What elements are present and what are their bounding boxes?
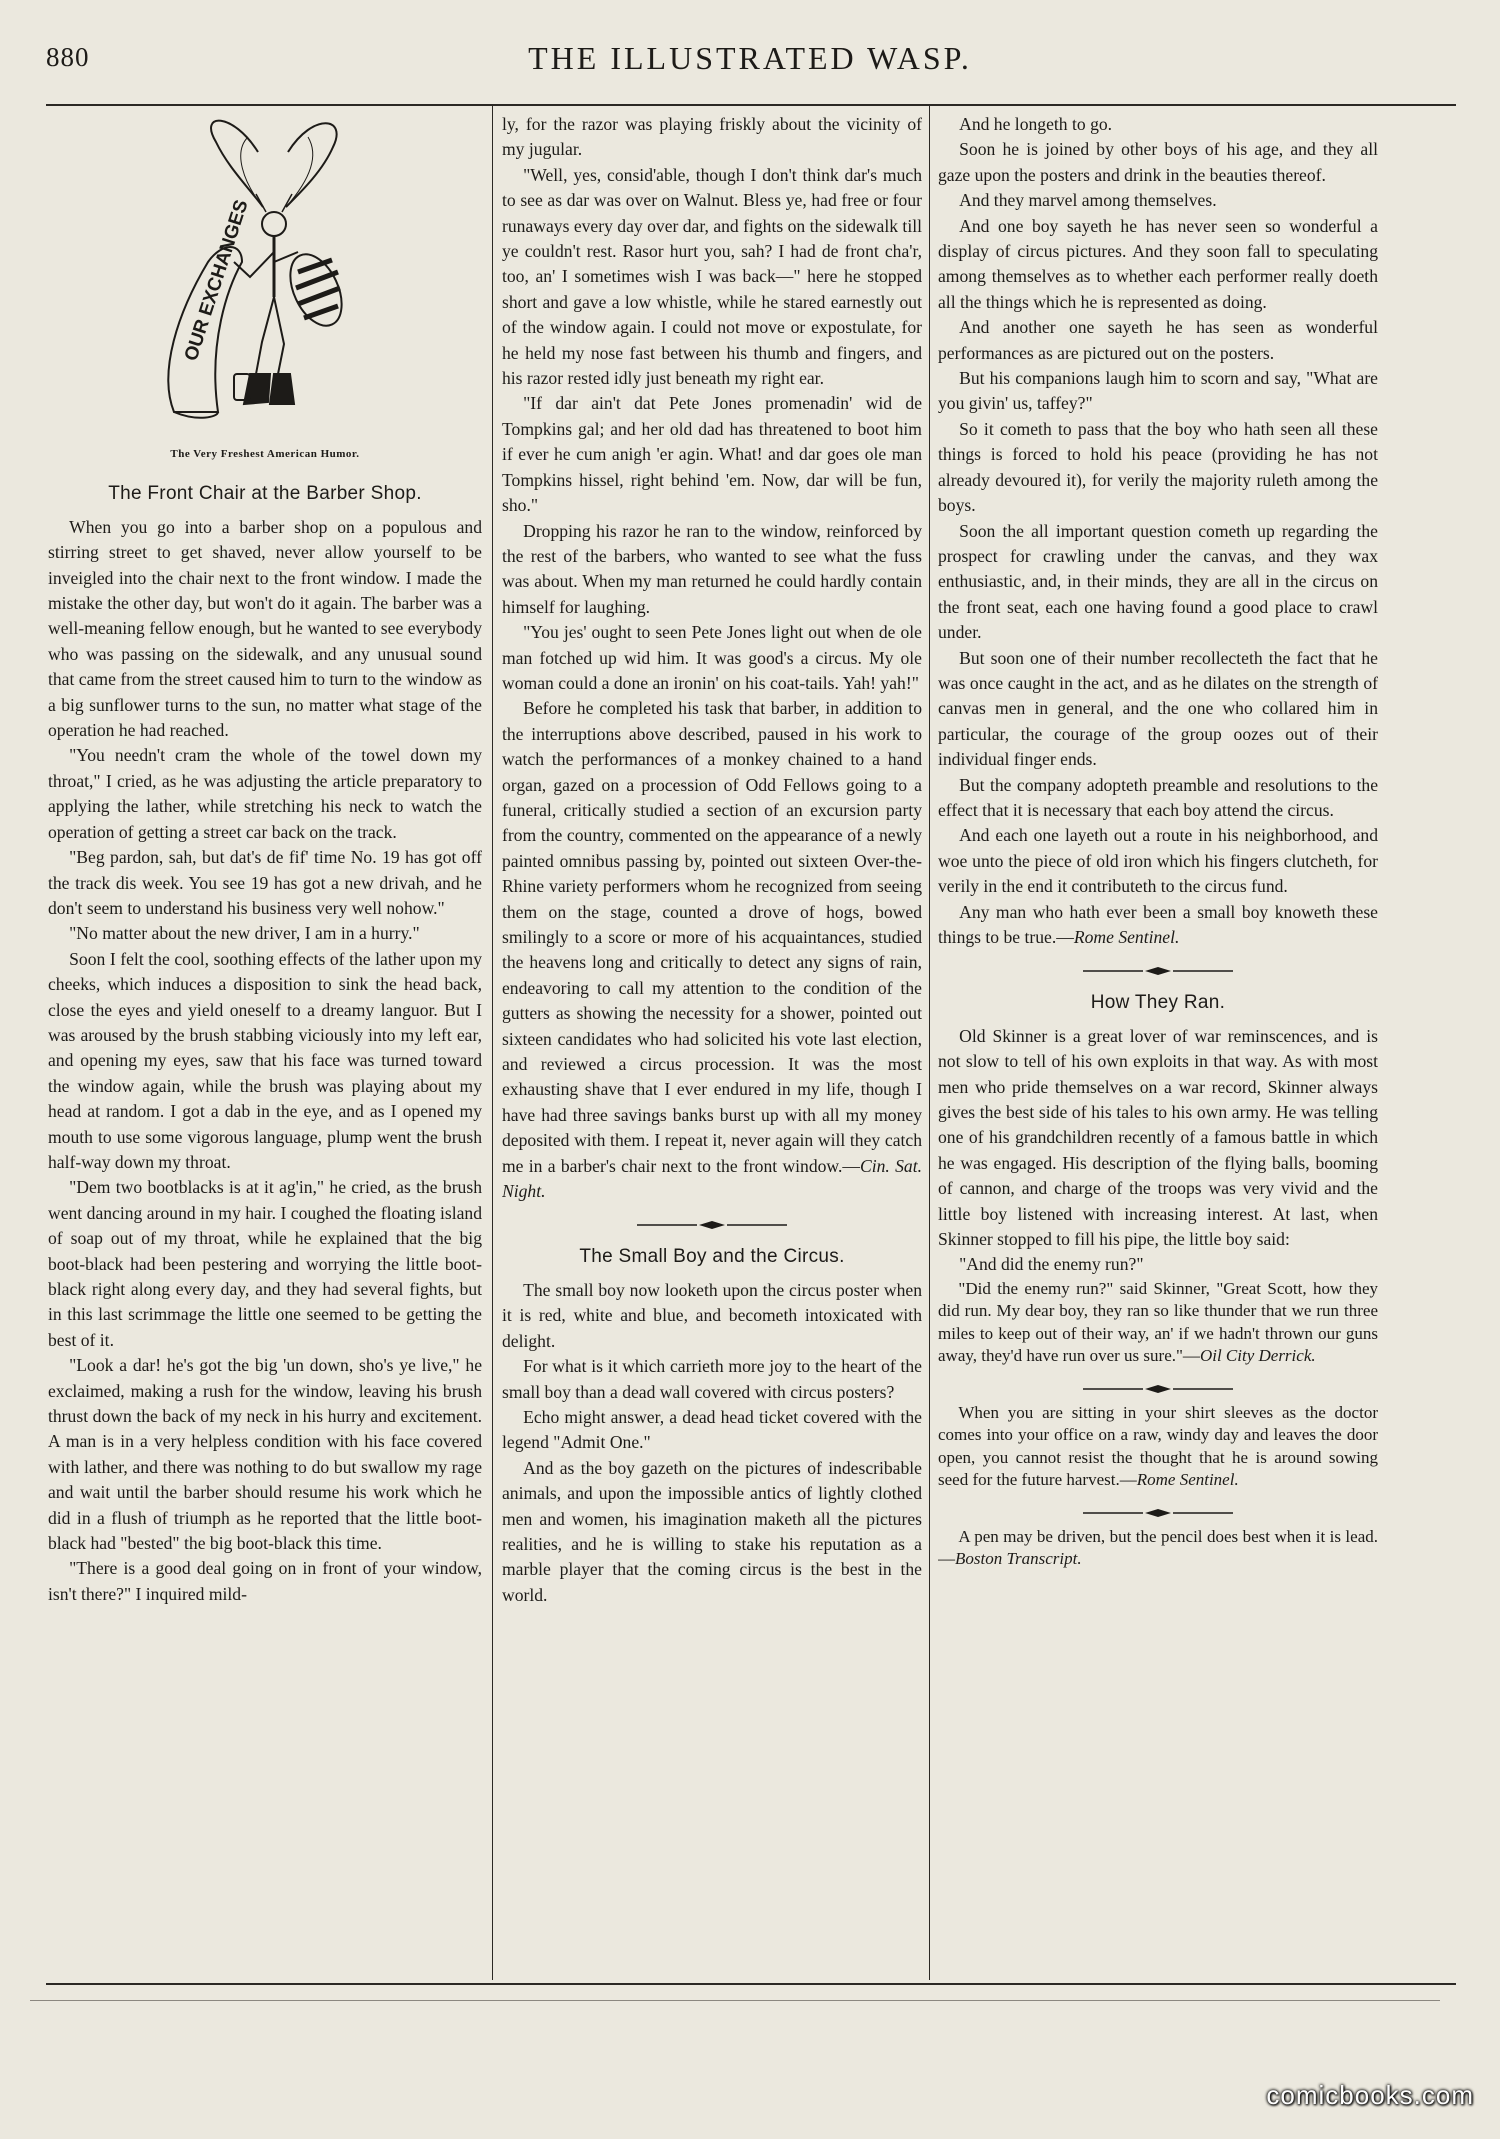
paragraph: Old Skinner is a great lover of war reminscences, and is not slow to tell of his own exploits in that way. As with most men who pride themselves on a war record, Skinner always gives the best side of his tales to his own army. He was telling one of his grandchildren recently of a famous battle in which he was engaged. His description of the flying balls, booming of cannon, and charge of the troops was very vivid and the little boy listened with increasing interest. At last, when Skinner stopped to fill his pipe, the little boy said:: [938, 1025, 1378, 1250]
paragraph: "No matter about the new driver, I am in a hurry.": [69, 923, 420, 944]
paragraph: Soon I felt the cool, soothing effects of the lather upon my cheeks, which induces a disposition to sink the head back, close the eyes and yield oneself to a dreamy languor. But I was aroused by the brush stabbing viciously into my left ear, and opening my eyes, saw that his face was turned toward the window again, while the brush was playing about my head at random. I got a dab in the eye, and as I opened my mouth to use some vigorous language, plump went the brush half-way down my throat.: [48, 948, 482, 1172]
footer-rule: [46, 1983, 1456, 1985]
paragraph: The small boy now looketh upon the circus poster when it is red, white and blue, and becometh intoxicated with delight.: [502, 1279, 922, 1351]
paragraph: "If dar ain't dat Pete Jones promenadin' wid de Tompkins gal; and her old dad has threatened to boot him if ever he cum anigh 'er agin. What! and dar goes ole man Tompkins hissel, right behind 'em. Now, dar will be fun, sho.": [502, 393, 922, 516]
paragraph: [502, 696, 922, 1204]
article-heading: How They Ran.: [1090, 992, 1226, 1014]
paragraph: "Look a dar! he's got the big 'un down, sho's ye live," he exclaimed, making a rush for the window, leaving his brush thrust down the back of my neck in his hurry and excitement. A man is in a very helpless condition with his face covered with lather, and there was nothing to do but swallow my rage and wait until the barber should resume his work which he did in a flush of triumph as he reported that the little boot-black had "bested" the big boot-black this time.: [48, 1355, 482, 1554]
source-credit: Oil City Derrick.: [1199, 1346, 1316, 1366]
paragraph: But the company adopteth preamble and resolutions to the effect that it is necessary that each boy attend the circus.: [938, 774, 1378, 820]
paragraph: [938, 1278, 1378, 1368]
wasp-icon: [138, 112, 398, 430]
ornament-divider: [1083, 966, 1233, 976]
source-credit: Cin. Sat. Night.: [502, 1155, 922, 1202]
paragraph: [938, 900, 1378, 951]
column-rule: [929, 106, 930, 1980]
paragraph: [938, 1526, 1378, 1571]
header-rule: [46, 104, 1456, 106]
watermark: comicbooks.com: [1266, 2080, 1474, 2110]
ornament-divider: [637, 1220, 787, 1230]
paragraph: "Beg pardon, sah, but dat's de fif' time No. 19 has got off the track dis week. You see 19 has got a new drivah, and he don't seem to understand his business very well nohow.": [48, 847, 482, 918]
paragraph: ly, for the razor was playing friskly about the vicinity of my jugular.: [502, 114, 922, 160]
column-1: [48, 112, 482, 1974]
column-2: [502, 112, 922, 1974]
source-credit: Boston Transcript.: [955, 1549, 1082, 1569]
paragraph: And each one layeth out a route in his neighborhood, and woe unto the piece of old iron which his fingers clutcheth, for verily in the end it contributeth to the circus fund.: [938, 825, 1378, 897]
paragraph: And he longeth to go.: [959, 114, 1113, 134]
column-rule: [492, 106, 493, 1980]
paragraph: "Well, yes, consid'able, though I don't think dar's much to see as dar was over on Walnut. Bless ye, had free or four runaways every day over dar, and fights on the sidewalk till ye couldn't rest. Rasor hurt you, sah? I had de front cha'r, too, an' I sometimes wish I was back—" here he stopped short and gave a low whistle, while he stared earnestly out of the window again. I could not move or expostulate, for he held my nose fast between his thumb and fingers, and his razor rested idly just beneath my right ear.: [502, 164, 922, 389]
paragraph-text: When you are sitting in your shirt sleeves as the doctor comes into your office on a raw, windy day and leaves the door open, you cannot resist the thought that he is around sowing seed for the future harvest.—: [938, 1402, 1378, 1490]
paragraph: "And did the enemy run?": [959, 1254, 1144, 1275]
paragraph: "You needn't cram the whole of the towel down my throat," I cried, as he was adjusting the article preparatory to applying the lather, while stretching his neck to watch the operation of getting a street car back on the track.: [48, 745, 482, 842]
footer-rule-thin: [30, 2000, 1440, 2001]
source-credit: Rome Sentinel.: [1073, 927, 1180, 947]
paragraph: Soon the all important question cometh up regarding the prospect for crawling under the canvas, and they wax enthusiastic, and, in their minds, they are all in the circus on the front seat, each one having found a good place to crawl under.: [938, 520, 1378, 643]
paragraph: But soon one of their number recollecteth the fact that he was once caught in the act, and as he dilates on the strength of canvas men in general, and the one who collared him in particular, the courage of the group oozes out of their individual finger ends.: [938, 647, 1378, 770]
paragraph: "Dem two bootblacks is at it ag'in," he cried, as the brush went dancing around in my hair. I coughed the floating island of soap out of my throat, while he explained that the big boot-black had been pestering and worrying the little boot-black right along every day, and they had several fights, but in this last scrimmage the little one seemed to be getting the best of it.: [48, 1177, 482, 1350]
column-3: [938, 112, 1378, 1974]
paragraph-text: "Did the enemy run?" said Skinner, "Great Scott, how they did run. My dear boy, they ran so like thunder that we run three miles to keep out of their way, an' if we hadn't thrown our guns away, they'd have run over us sure."—: [938, 1278, 1378, 1366]
paragraph: Echo might answer, a dead head ticket covered with the legend "Admit One.": [502, 1406, 922, 1453]
paragraph: And as the boy gazeth on the pictures of indescribable animals, and upon the impossible antics of lightly clothed men and women, his imagination maketh all the pictures realities, and he is willing to stake his reputation as a marble player that the coming circus is the best in the world.: [502, 1457, 922, 1605]
paragraph: But his companions laugh him to scorn and say, "What are you givin' us, taffey?": [938, 368, 1378, 414]
page-title: THE ILLUSTRATED WASP.: [528, 40, 972, 76]
paragraph-text: A pen may be driven, but the pencil does best when it is lead.—: [938, 1526, 1378, 1569]
paragraph: "You jes' ought to seen Pete Jones light out when de ole man fotched up wid him. It was good's a circus. My ole woman could a done an ironin' on his coat-tails. Yah! yah!": [502, 622, 922, 693]
paragraph-text: Any man who hath ever been a small boy knoweth these things to be true.—: [938, 901, 1378, 947]
banner-text: OUR EXCHANGES: [180, 197, 253, 364]
page-number: 880: [46, 42, 90, 72]
illustration-caption: The Very Freshest American Humor.: [170, 448, 360, 460]
paragraph: And one boy sayeth he has never seen so wonderful a display of circus pictures. And they soon fall to speculating among themselves as to whether each performer really doeth all the things which he is represented as doing.: [938, 215, 1378, 312]
paragraph: And another one sayeth he has seen as wonderful performances as are pictured out on the posters.: [938, 317, 1378, 363]
paragraph: For what is it which carrieth more joy to the heart of the small boy than a dead wall covered with circus posters?: [502, 1356, 922, 1402]
article-heading: The Front Chair at the Barber Shop.: [108, 483, 422, 505]
article-heading: The Small Boy and the Circus.: [579, 1246, 845, 1268]
page-header: [0, 40, 1500, 90]
paragraph: And they marvel among themselves.: [959, 190, 1217, 211]
ornament-divider: [1083, 1508, 1233, 1518]
wasp-illustration: [48, 112, 482, 442]
paragraph: When you go into a barber shop on a populous and stirring street to get shaved, never allow yourself to be inveigled into the chair next to the front window. I made the mistake the other day, but won't do it again. The barber was a well-meaning fellow enough, but he wanted to see everybody who was passing on the sidewalk, and any unusual sound that came from the street caused him to turn to the window as a big sunflower turns to the sun, no matter what stage of the operation he had reached.: [48, 516, 482, 741]
paragraph: So it cometh to pass that the boy who hath seen all these things is forced to hold his peace (providing he has not already devoured it), for verily the majority ruleth among the boys.: [938, 418, 1378, 516]
source-credit: Rome Sentinel.: [1136, 1470, 1239, 1490]
paragraph-text: Before he completed his task that barber, in addition to the interruptions above described, paused in his work to watch the performances of a monkey chained to a hand organ, gazed on a procession of Odd Fellows going to a funeral, critically studied a section of an excursion party from the country, commented on the appearance of a newly painted omnibus passing by, pointed out sixteen Over-the-Rhine variety performers whom he recognized from seeing them on the stage, counted a drove of hogs, bowed smilingly to a score or more of his acquaintances, studied the heavens long and critically to detect any signs of rain, endeavoring to call my attention to the condition of the gutters as showing the necessity for a shower, pointed out sixteen candidates who had solicited his vote last election, and reviewed a circus procession. It was the most exhausting shave that I ever endured in my life, though I have had three savings banks burst up with all my money deposited with them. I repeat it, never again will they catch me in a barber's chair next to the front window.—: [502, 698, 922, 1176]
paragraph: [938, 1402, 1378, 1492]
paragraph: Soon he is joined by other boys of his age, and they all gaze upon the posters and drink in the beauties thereof.: [938, 139, 1378, 185]
paragraph: Dropping his razor he ran to the window, reinforced by the rest of the barbers, who wanted to see what the fuss was about. When my man returned he could hardly contain himself for laughing.: [502, 520, 922, 617]
ornament-divider: [1083, 1384, 1233, 1394]
paragraph: "There is a good deal going on in front of your window, isn't there?" I inquired mild-: [48, 1558, 482, 1604]
